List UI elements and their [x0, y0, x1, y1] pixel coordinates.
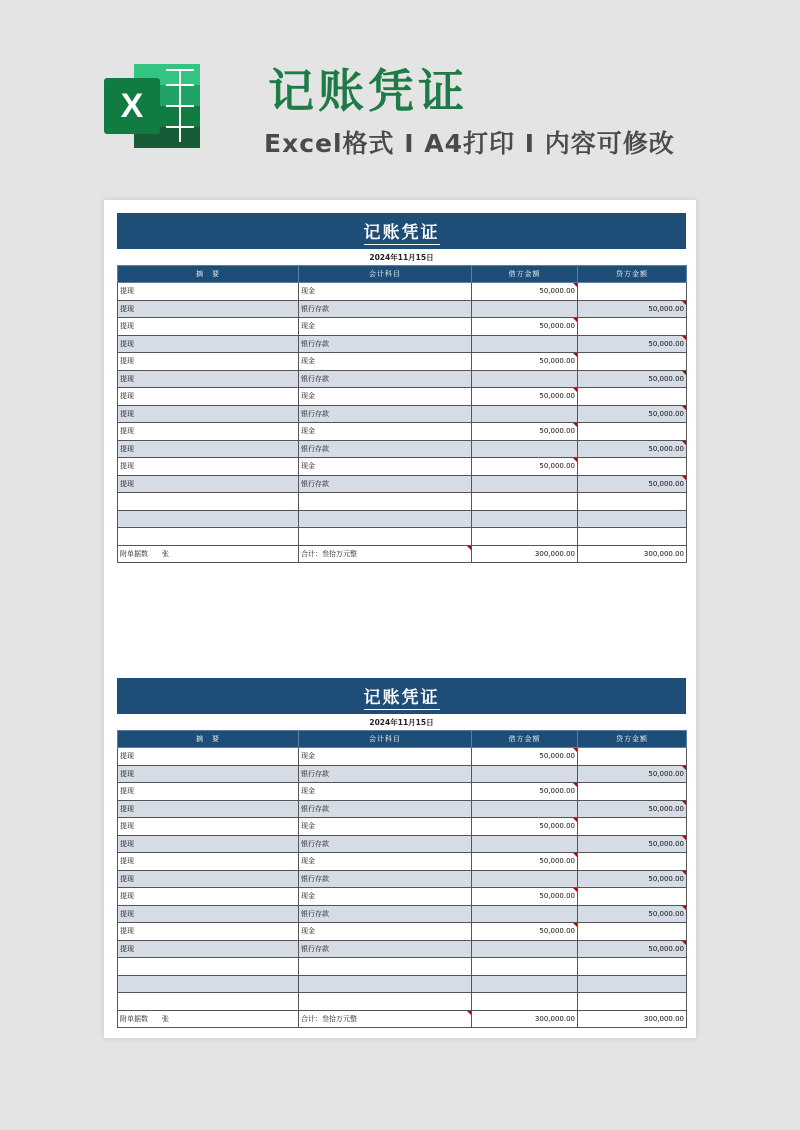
voucher-2 — [117, 678, 686, 1028]
cell-account[interactable]: 现金 — [299, 423, 472, 441]
column-header-account: 会计科目 — [299, 731, 472, 748]
cell-credit[interactable]: 50,000.00 — [578, 800, 687, 818]
cell-credit[interactable] — [578, 888, 687, 906]
cell-summary[interactable]: 提现 — [118, 888, 299, 906]
cell-credit[interactable] — [578, 388, 687, 406]
cell-account[interactable] — [299, 493, 472, 511]
table-row — [118, 283, 687, 301]
cell-summary[interactable]: 提现 — [118, 748, 299, 766]
table-row — [118, 458, 687, 476]
table-row — [118, 835, 687, 853]
cell-summary[interactable] — [118, 510, 299, 528]
excel-icon — [100, 58, 204, 154]
cell-debit[interactable] — [472, 958, 578, 976]
cell-account[interactable]: 现金 — [299, 818, 472, 836]
cell-account[interactable]: 现金 — [299, 923, 472, 941]
cell-credit[interactable]: 50,000.00 — [578, 475, 687, 493]
cell-account[interactable]: 银行存款 — [299, 300, 472, 318]
cell-credit[interactable]: 50,000.00 — [578, 835, 687, 853]
table-row — [118, 388, 687, 406]
cell-account[interactable]: 现金 — [299, 388, 472, 406]
cell-account[interactable]: 银行存款 — [299, 440, 472, 458]
cell-debit[interactable] — [472, 905, 578, 923]
column-header-summary: 摘 要 — [118, 731, 299, 748]
cell-account[interactable]: 现金 — [299, 783, 472, 801]
cell-summary[interactable]: 提现 — [118, 853, 299, 871]
cell-debit[interactable]: 50,000.00 — [472, 818, 578, 836]
cell-summary[interactable]: 提现 — [118, 388, 299, 406]
cell-credit[interactable] — [578, 818, 687, 836]
cell-credit[interactable]: 50,000.00 — [578, 870, 687, 888]
credit-total[interactable]: 300,000.00 — [578, 1010, 687, 1028]
cell-credit[interactable]: 50,000.00 — [578, 370, 687, 388]
cell-summary[interactable]: 提现 — [118, 318, 299, 336]
table-header-row — [118, 731, 687, 748]
cell-credit[interactable]: 50,000.00 — [578, 405, 687, 423]
cell-credit[interactable] — [578, 528, 687, 546]
cell-account[interactable]: 现金 — [299, 353, 472, 371]
cell-account[interactable]: 银行存款 — [299, 475, 472, 493]
cell-account[interactable] — [299, 510, 472, 528]
cell-account[interactable] — [299, 958, 472, 976]
cell-debit[interactable] — [472, 528, 578, 546]
cell-summary[interactable] — [118, 993, 299, 1011]
table-row — [118, 888, 687, 906]
cell-debit[interactable] — [472, 765, 578, 783]
cell-debit[interactable]: 50,000.00 — [472, 923, 578, 941]
column-header-summary: 摘 要 — [118, 266, 299, 283]
cell-debit[interactable] — [472, 940, 578, 958]
cell-summary[interactable]: 提现 — [118, 475, 299, 493]
cell-debit[interactable] — [472, 870, 578, 888]
cell-account[interactable]: 银行存款 — [299, 870, 472, 888]
cell-account[interactable]: 现金 — [299, 888, 472, 906]
cell-account[interactable]: 银行存款 — [299, 905, 472, 923]
cell-credit[interactable]: 50,000.00 — [578, 940, 687, 958]
attachments-label[interactable]: 附单据数 张 — [118, 1010, 299, 1028]
table-row — [118, 300, 687, 318]
cell-account[interactable]: 银行存款 — [299, 370, 472, 388]
table-row — [118, 905, 687, 923]
cell-credit[interactable]: 50,000.00 — [578, 765, 687, 783]
table-row — [118, 993, 687, 1011]
total-label[interactable]: 合计：叁拾万元整 — [299, 545, 472, 563]
page-title: 记账凭证 — [268, 64, 468, 118]
table-footer-row — [118, 545, 687, 563]
cell-credit[interactable] — [578, 958, 687, 976]
voucher-title-text: 记账凭证 — [364, 683, 440, 710]
table-row — [118, 800, 687, 818]
table-row — [118, 510, 687, 528]
total-label[interactable]: 合计：叁拾万元整 — [299, 1010, 472, 1028]
attachments-label[interactable]: 附单据数 张 — [118, 545, 299, 563]
cell-account[interactable]: 银行存款 — [299, 405, 472, 423]
table-row — [118, 493, 687, 511]
table-row — [118, 748, 687, 766]
table-row — [118, 975, 687, 993]
cell-summary[interactable]: 提现 — [118, 905, 299, 923]
cell-summary[interactable]: 提现 — [118, 353, 299, 371]
cell-account[interactable]: 现金 — [299, 283, 472, 301]
cell-debit[interactable]: 50,000.00 — [472, 283, 578, 301]
cell-summary[interactable]: 提现 — [118, 783, 299, 801]
logo-letter: X — [120, 87, 144, 125]
page-subtitle: Excel格式 I A4打印 I 内容可修改 — [264, 129, 675, 158]
cell-account[interactable] — [299, 975, 472, 993]
cell-debit[interactable]: 50,000.00 — [472, 783, 578, 801]
cell-debit[interactable] — [472, 510, 578, 528]
cell-summary[interactable]: 提现 — [118, 423, 299, 441]
cell-summary[interactable]: 提现 — [118, 765, 299, 783]
cell-account[interactable]: 银行存款 — [299, 800, 472, 818]
cell-account[interactable] — [299, 528, 472, 546]
cell-credit[interactable] — [578, 975, 687, 993]
table-row — [118, 370, 687, 388]
cell-debit[interactable] — [472, 975, 578, 993]
cell-debit[interactable] — [472, 835, 578, 853]
table-row — [118, 440, 687, 458]
voucher-table — [117, 730, 687, 1028]
table-row — [118, 423, 687, 441]
cell-summary[interactable]: 提现 — [118, 870, 299, 888]
cell-debit[interactable] — [472, 335, 578, 353]
cell-credit[interactable]: 50,000.00 — [578, 440, 687, 458]
cell-summary[interactable]: 提现 — [118, 335, 299, 353]
cell-debit[interactable] — [472, 993, 578, 1011]
voucher-date: 2024年11月15日 — [369, 718, 434, 727]
cell-debit[interactable]: 50,000.00 — [472, 888, 578, 906]
table-row — [118, 405, 687, 423]
table-row — [118, 958, 687, 976]
cell-credit[interactable]: 50,000.00 — [578, 905, 687, 923]
cell-debit[interactable] — [472, 475, 578, 493]
table-row — [118, 923, 687, 941]
cell-summary[interactable]: 提现 — [118, 835, 299, 853]
table-row — [118, 818, 687, 836]
table-row — [118, 353, 687, 371]
cell-debit[interactable]: 50,000.00 — [472, 458, 578, 476]
cell-debit[interactable]: 50,000.00 — [472, 423, 578, 441]
voucher-table — [117, 265, 687, 563]
cell-account[interactable]: 银行存款 — [299, 835, 472, 853]
debit-total[interactable]: 300,000.00 — [472, 545, 578, 563]
table-footer-row — [118, 1010, 687, 1028]
cell-summary[interactable]: 提现 — [118, 458, 299, 476]
cell-debit[interactable]: 50,000.00 — [472, 388, 578, 406]
cell-debit[interactable] — [472, 800, 578, 818]
cell-summary[interactable]: 提现 — [118, 283, 299, 301]
cell-summary[interactable]: 提现 — [118, 370, 299, 388]
cell-debit[interactable] — [472, 370, 578, 388]
cell-summary[interactable]: 提现 — [118, 405, 299, 423]
cell-summary[interactable] — [118, 493, 299, 511]
cell-account[interactable] — [299, 993, 472, 1011]
column-header-debit: 借方金额 — [472, 731, 578, 748]
cell-debit[interactable]: 50,000.00 — [472, 318, 578, 336]
cell-credit[interactable] — [578, 318, 687, 336]
table-row — [118, 765, 687, 783]
cell-credit[interactable] — [578, 353, 687, 371]
table-row — [118, 870, 687, 888]
cell-debit[interactable] — [472, 405, 578, 423]
cell-account[interactable]: 银行存款 — [299, 335, 472, 353]
voucher-title-text: 记账凭证 — [364, 218, 440, 245]
table-row — [118, 783, 687, 801]
table-row — [118, 475, 687, 493]
cell-summary[interactable]: 提现 — [118, 440, 299, 458]
voucher-1 — [117, 213, 686, 563]
cell-credit[interactable] — [578, 458, 687, 476]
cell-credit[interactable]: 50,000.00 — [578, 300, 687, 318]
cell-credit[interactable] — [578, 283, 687, 301]
cell-credit[interactable] — [578, 783, 687, 801]
debit-total[interactable]: 300,000.00 — [472, 1010, 578, 1028]
cell-credit[interactable] — [578, 853, 687, 871]
cell-summary[interactable] — [118, 975, 299, 993]
cell-account[interactable]: 银行存款 — [299, 765, 472, 783]
voucher-title — [117, 678, 686, 714]
cell-account[interactable]: 现金 — [299, 458, 472, 476]
cell-summary[interactable]: 提现 — [118, 800, 299, 818]
cell-credit[interactable] — [578, 423, 687, 441]
cell-credit[interactable] — [578, 510, 687, 528]
cell-summary[interactable]: 提现 — [118, 923, 299, 941]
cell-debit[interactable] — [472, 493, 578, 511]
cell-summary[interactable] — [118, 528, 299, 546]
table-row — [118, 528, 687, 546]
table-row — [118, 940, 687, 958]
cell-debit[interactable] — [472, 440, 578, 458]
cell-credit[interactable] — [578, 493, 687, 511]
table-header-row — [118, 266, 687, 283]
column-header-credit: 贷方金额 — [578, 266, 687, 283]
cell-account[interactable]: 现金 — [299, 748, 472, 766]
cell-debit[interactable]: 50,000.00 — [472, 748, 578, 766]
credit-total[interactable]: 300,000.00 — [578, 545, 687, 563]
column-header-credit: 贷方金额 — [578, 731, 687, 748]
cell-summary[interactable]: 提现 — [118, 940, 299, 958]
document-page — [104, 200, 696, 1038]
voucher-title — [117, 213, 686, 249]
column-header-account: 会计科目 — [299, 266, 472, 283]
cell-debit[interactable]: 50,000.00 — [472, 853, 578, 871]
cell-credit[interactable]: 50,000.00 — [578, 335, 687, 353]
column-header-debit: 借方金额 — [472, 266, 578, 283]
cell-account[interactable]: 现金 — [299, 853, 472, 871]
cell-debit[interactable]: 50,000.00 — [472, 353, 578, 371]
voucher-date: 2024年11月15日 — [369, 253, 434, 262]
cell-credit[interactable] — [578, 923, 687, 941]
table-row — [118, 335, 687, 353]
table-row — [118, 318, 687, 336]
cell-summary[interactable] — [118, 958, 299, 976]
cell-debit[interactable] — [472, 300, 578, 318]
cell-summary[interactable]: 提现 — [118, 818, 299, 836]
cell-credit[interactable] — [578, 993, 687, 1011]
cell-account[interactable]: 银行存款 — [299, 940, 472, 958]
cell-credit[interactable] — [578, 748, 687, 766]
table-row — [118, 853, 687, 871]
cell-account[interactable]: 现金 — [299, 318, 472, 336]
cell-summary[interactable]: 提现 — [118, 300, 299, 318]
